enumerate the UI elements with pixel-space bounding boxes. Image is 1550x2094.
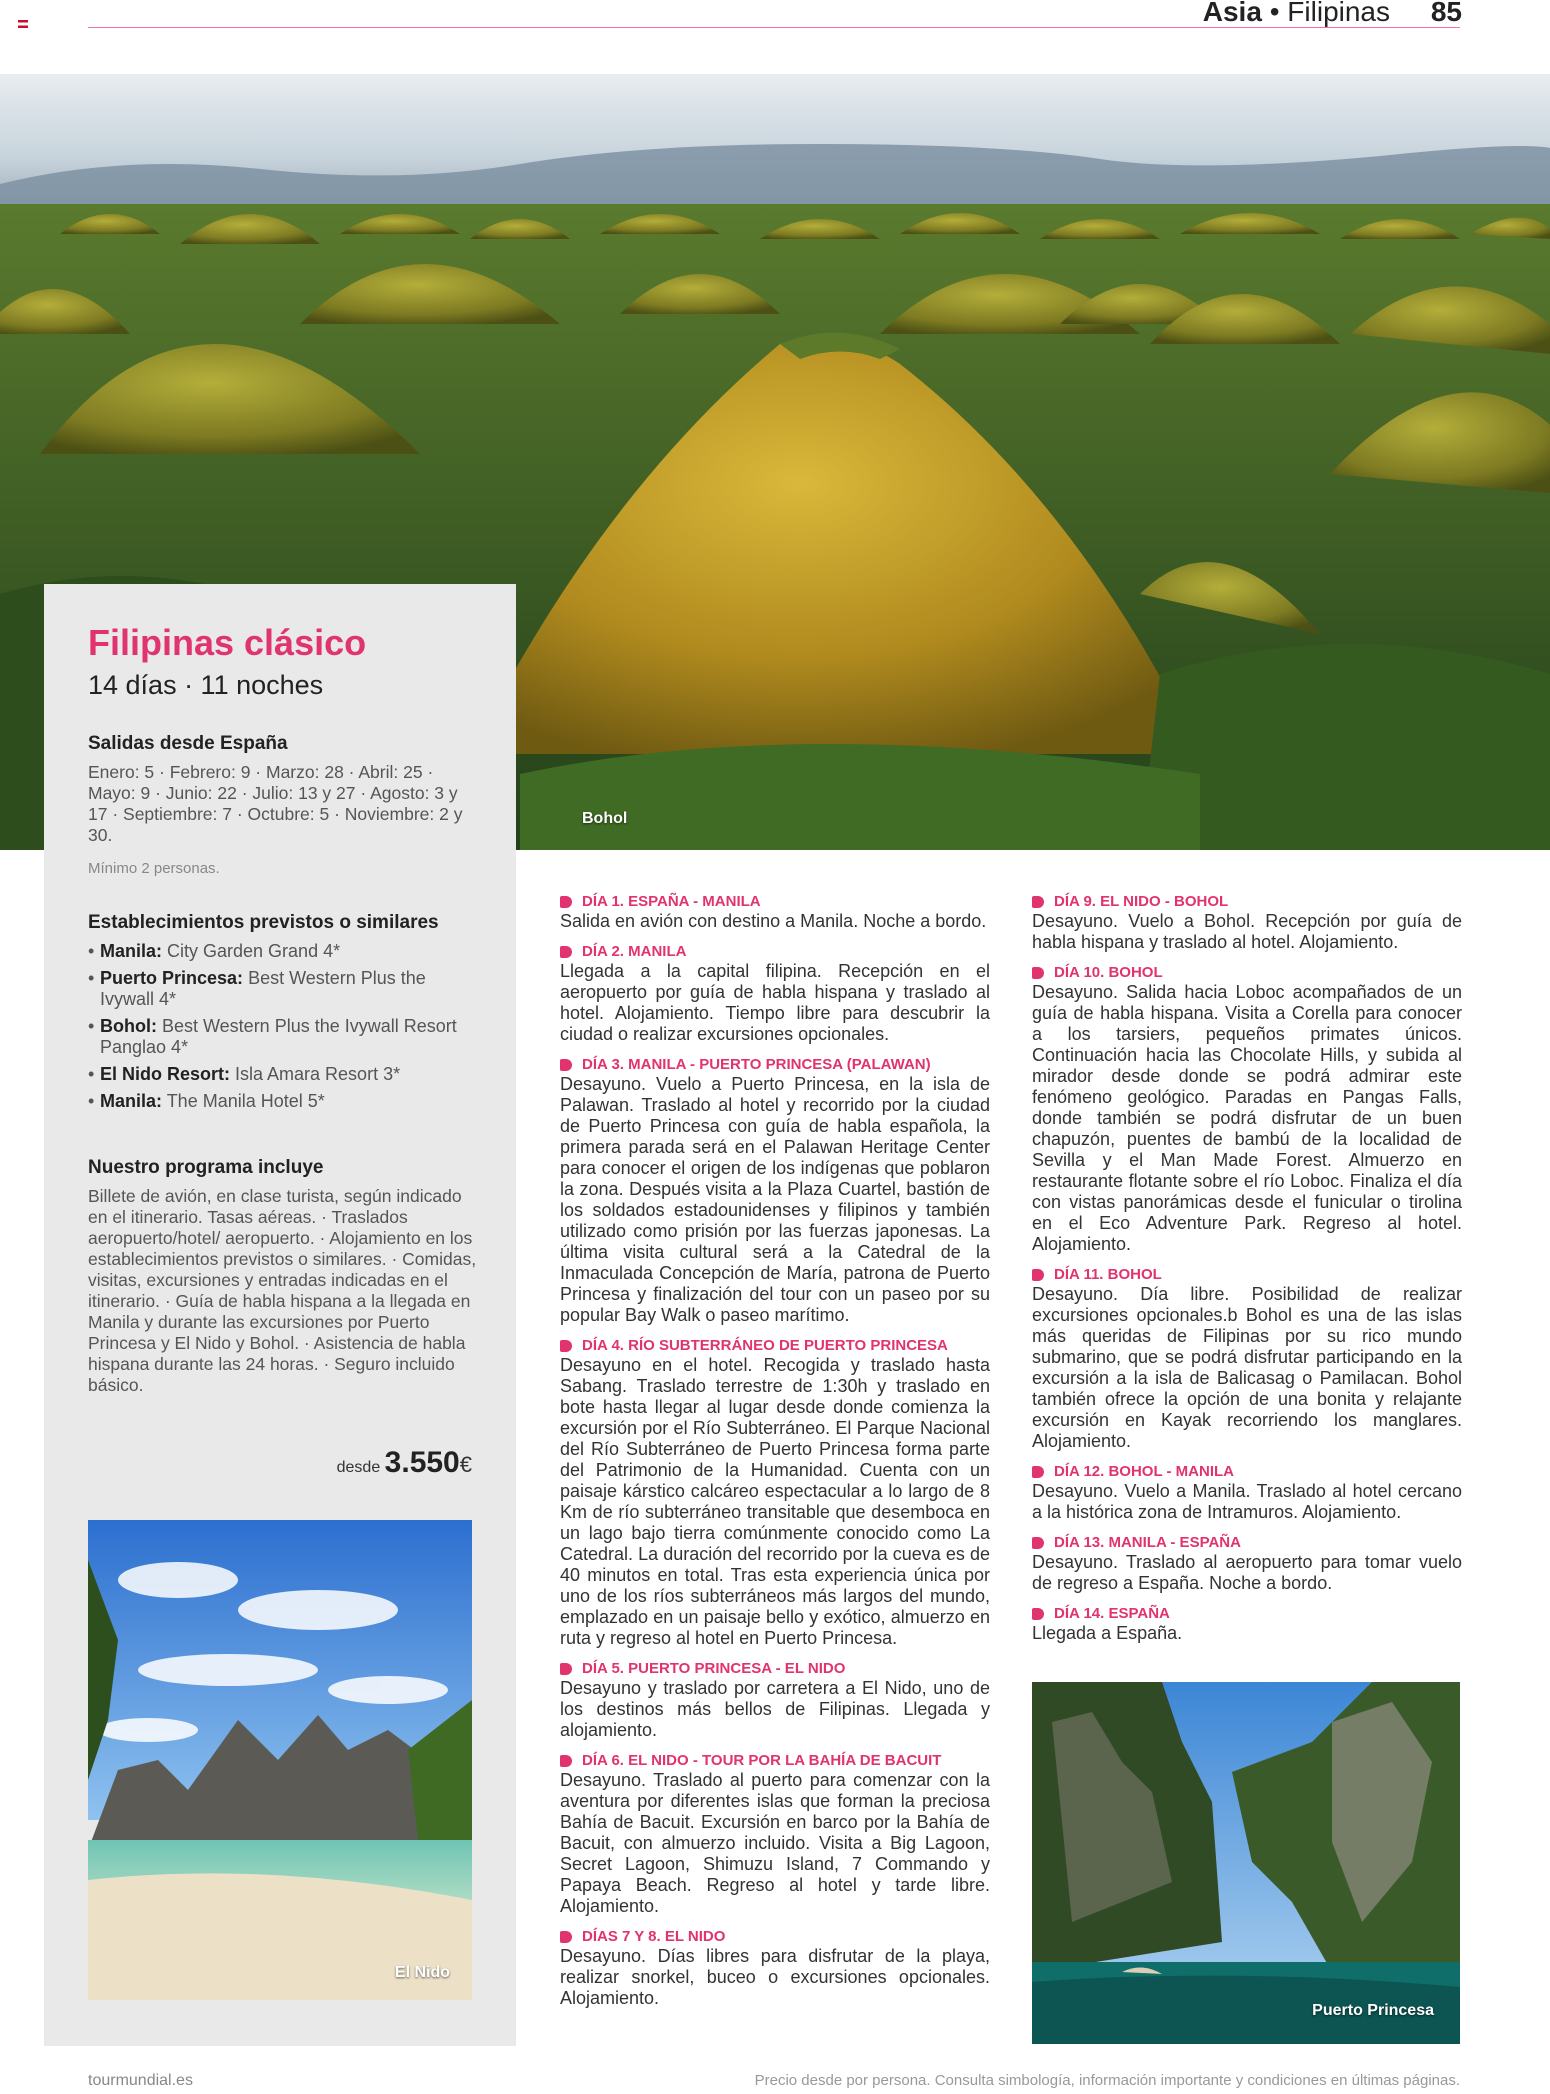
day-title: DÍA 1. ESPAÑA - MANILA bbox=[582, 893, 761, 910]
day-heading bbox=[560, 1751, 990, 1770]
itinerary-day bbox=[1032, 1533, 1462, 1594]
day-title: DÍA 6. EL NIDO - TOUR POR LA BAHÍA DE BACUIT bbox=[582, 1752, 942, 1769]
day-title: DÍA 5. PUERTO PRINCESA - EL NIDO bbox=[582, 1660, 846, 1677]
itinerary-column-2 bbox=[1032, 892, 1462, 1654]
price-value: 3.550 bbox=[384, 1446, 460, 1479]
hotel-item bbox=[88, 941, 480, 962]
departures-section bbox=[88, 733, 480, 879]
day-title: DÍA 11. BOHOL bbox=[1054, 1266, 1162, 1283]
price-prefix: desde bbox=[336, 1459, 381, 1476]
photo-caption-puerto-princesa: Puerto Princesa bbox=[1312, 2002, 1434, 2019]
day-marker-icon bbox=[560, 1755, 572, 1767]
day-heading bbox=[1032, 1462, 1462, 1481]
day-heading bbox=[1032, 963, 1462, 982]
day-text: Desayuno. Días libres para disfrutar de la playa, realizar snorkel, buceo o excursiones opcionales. Alojamiento. bbox=[560, 1946, 990, 2008]
day-title: DÍA 2. MANILA bbox=[582, 943, 687, 960]
day-heading bbox=[560, 1927, 990, 1946]
hotel-city: Manila: bbox=[100, 1091, 163, 1111]
itinerary-day bbox=[1032, 1604, 1462, 1644]
day-title: DÍAS 7 Y 8. EL NIDO bbox=[582, 1928, 726, 1945]
hotel-city: Puerto Princesa: bbox=[100, 968, 244, 988]
day-text: Desayuno y traslado por carretera a El Nido, uno de los destinos más bellos de Filipinas. Llegada y alojamiento. bbox=[560, 1678, 990, 1740]
hotel-name: Best Western Plus the Ivywall Resort Panglao 4* bbox=[100, 1016, 457, 1057]
photo-el-nido bbox=[88, 1520, 472, 2000]
day-marker-icon bbox=[1032, 1269, 1044, 1281]
hero-caption: Bohol bbox=[582, 810, 628, 827]
day-title: DÍA 14. ESPAÑA bbox=[1054, 1605, 1170, 1622]
hotel-name: City Garden Grand 4* bbox=[162, 941, 341, 961]
departures-heading: Salidas desde España bbox=[88, 733, 288, 754]
hotels-section bbox=[88, 912, 480, 1118]
itinerary-day bbox=[560, 1055, 990, 1326]
itinerary-column-1 bbox=[560, 892, 990, 2019]
header-country: Filipinas bbox=[1287, 0, 1390, 27]
day-marker-icon bbox=[1032, 896, 1044, 908]
departures-dates: Enero: 5 · Febrero: 9 · Marzo: 28 · Abril: 25 · Mayo: 9 · Junio: 22 · Julio: 13 y 27 · Agosto: 3 y 17 · Septiembre: 7 · Octubre: 5 · Noviembre: 2 y 30. bbox=[88, 762, 463, 845]
day-title: DÍA 12. BOHOL - MANILA bbox=[1054, 1463, 1235, 1480]
day-marker-icon bbox=[560, 1340, 572, 1352]
day-marker-icon bbox=[1032, 967, 1044, 979]
day-marker-icon bbox=[1032, 1608, 1044, 1620]
itinerary-day bbox=[560, 892, 990, 932]
photo-caption-el-nido: El Nido bbox=[394, 1964, 450, 1981]
day-title: DÍA 3. MANILA - PUERTO PRINCESA (PALAWAN) bbox=[582, 1056, 931, 1073]
photo-puerto-princesa bbox=[1032, 1682, 1460, 2044]
itinerary-day bbox=[1032, 892, 1462, 953]
page-number: 85 bbox=[1430, 0, 1462, 27]
spain-flag-icon bbox=[18, 20, 28, 28]
day-title: DÍA 13. MANILA - ESPAÑA bbox=[1054, 1534, 1241, 1551]
day-text: Desayuno. Vuelo a Puerto Princesa, en la isla de Palawan. Traslado al hotel y recorrido por la ciudad de Puerto Princesa con guía de habla española, la primera parada será en el Palawan Heritage Center para conocer el origen de los indígenas que poblaron la zona. Después visita a la Plaza Cuartel, bastión de los soldados estadounidenses y filipinos y también utilizado como prisión por las fuerzas japonesas. La última visita cultural será a la Catedral de la Inmaculada Concepción de María, patrona de Puerto Princesa y finalización del tour con un paseo por su popular Bay Walk o paseo marítimo. bbox=[560, 1074, 990, 1325]
departures-note: Mínimo 2 personas. bbox=[88, 860, 220, 877]
hotel-name: Best Western Plus the Ivywall 4* bbox=[100, 968, 426, 1009]
day-marker-icon bbox=[560, 1663, 572, 1675]
hotels-list bbox=[88, 941, 480, 1112]
price-block bbox=[337, 1446, 472, 1480]
day-heading bbox=[1032, 892, 1462, 911]
includes-heading: Nuestro programa incluye bbox=[88, 1157, 324, 1178]
day-text: Desayuno. Salida hacia Loboc acompañados de un guía de habla hispana. Visita a Corella para conocer a los tarsiers, pequeños primates únicos. Continuación hacia las Chocolate Hills, y subida al mirador desde donde se podrá admirar este fenómeno geológico. Paradas en Pangas Falls, donde también se podrá disfrutar de un buen chapuzón, puentes de bambú de la localidad de Sevilla y el Man Made Forest. Almuerzo en restaurante flotante sobre el río Loboc. Finaliza el día con vistas panorámicas desde el funicular o tirolina en el Eco Adventure Park. Regreso al hotel. Alojamiento. bbox=[1032, 982, 1462, 1254]
hotel-city: Manila: bbox=[100, 941, 163, 961]
header-destination bbox=[1203, 0, 1390, 28]
itinerary-day bbox=[560, 1659, 990, 1741]
day-title: DÍA 9. EL NIDO - BOHOL bbox=[1054, 893, 1229, 910]
day-text: Llegada a España. bbox=[1032, 1623, 1183, 1643]
day-text: Desayuno en el hotel. Recogida y traslado hasta Sabang. Traslado terrestre de 1:30h y traslado en bote hasta llegar al lugar desde donde comienza la excursión por el Río Subterráneo. El Parque Nacional del Río Subterráneo de Puerto Princesa forma parte del Patrimonio de la Humanidad. Cuenta con un paisaje kárstico calcáreo espectacular a lo largo de 8 Km de río subterráneo transitable que desemboca en un lago bajo tierra comúnmente conocido como La Catedral. La duración del recorrido por la cueva es de 40 minutos en total. Tras esta experiencia única por uno de los ríos subterráneos más largos del mundo, emplazado en un paisaje bello y exótico, almuerzo en ruta y regreso al hotel en Puerto Princesa. bbox=[560, 1355, 990, 1648]
day-text: Desayuno. Vuelo a Bohol. Recepción por guía de habla hispana y traslado al hotel. Alojamiento. bbox=[1032, 911, 1462, 952]
includes-section bbox=[88, 1157, 480, 1396]
itinerary-day bbox=[1032, 963, 1462, 1255]
trip-title: Filipinas clásico bbox=[88, 622, 367, 663]
day-heading bbox=[560, 1055, 990, 1074]
day-heading bbox=[1032, 1604, 1462, 1623]
hotel-item bbox=[88, 1016, 480, 1058]
day-text: Salida en avión con destino a Manila. Noche a bordo. bbox=[560, 911, 987, 931]
footer-note: Precio desde por persona. Consulta simbología, información importante y condiciones en últimas páginas. bbox=[754, 2072, 1460, 2089]
day-text: Llegada a la capital filipina. Recepción en el aeropuerto por guía de habla hispana y traslado al hotel. Alojamiento. Tiempo libre para descubrir la ciudad o realizar excursiones opcionales. bbox=[560, 961, 990, 1044]
day-title: DÍA 10. BOHOL bbox=[1054, 964, 1163, 981]
includes-text: Billete de avión, en clase turista, según indicado en el itinerario. Tasas aéreas. · Traslados aeropuerto/hotel/ aeropuerto. · Alojamiento en los establecimientos previstos o similares. · Comidas, visitas, excursiones y entradas indicadas en el itinerario. · Guía de habla hispana a la llegada en Manila y durante las excursiones por Puerto Princesa y El Nido y Bohol. · Asistencia de habla hispana durante las 24 horas. · Seguro incluido básico. bbox=[88, 1186, 477, 1395]
day-text: Desayuno. Vuelo a Manila. Traslado al hotel cercano a la histórica zona de Intramuros. Alojamiento. bbox=[1032, 1481, 1462, 1522]
hotel-item bbox=[88, 968, 480, 1010]
header-region: Asia bbox=[1202, 0, 1262, 27]
hotel-item bbox=[88, 1064, 480, 1085]
itinerary-day bbox=[560, 1927, 990, 2009]
day-text: Desayuno. Traslado al aeropuerto para tomar vuelo de regreso a España. Noche a bordo. bbox=[1032, 1552, 1462, 1593]
day-heading bbox=[560, 892, 990, 911]
itinerary-day bbox=[560, 1336, 990, 1649]
day-marker-icon bbox=[1032, 1537, 1044, 1549]
trip-duration: 14 días · 11 noches bbox=[88, 670, 324, 700]
hotel-item bbox=[88, 1091, 480, 1112]
day-marker-icon bbox=[560, 896, 572, 908]
day-marker-icon bbox=[1032, 1466, 1044, 1478]
day-text: Desayuno. Traslado al puerto para comenzar con la aventura por diferentes islas que forman la preciosa Bahía de Bacuit. Excursión en barco por la Bahía de Bacuit, con almuerzo incluido. Visita a Big Lagoon, Secret Lagoon, Shimuzu Island, 7 Commando y Papaya Beach. Regreso al hotel y tarde libre. Alojamiento. bbox=[560, 1770, 990, 1916]
day-heading bbox=[560, 942, 990, 961]
hotel-city: El Nido Resort: bbox=[100, 1064, 231, 1084]
day-marker-icon bbox=[560, 1931, 572, 1943]
itinerary-day bbox=[1032, 1265, 1462, 1452]
footer-site[interactable]: tourmundial.es bbox=[88, 2072, 193, 2089]
day-title: DÍA 4. RÍO SUBTERRÁNEO DE PUERTO PRINCESA bbox=[582, 1337, 948, 1354]
hotel-name: The Manila Hotel 5* bbox=[162, 1091, 325, 1111]
itinerary-day bbox=[560, 942, 990, 1045]
day-heading bbox=[1032, 1265, 1462, 1284]
hotel-city: Bohol: bbox=[100, 1016, 157, 1036]
day-text: Desayuno. Día libre. Posibilidad de realizar excursiones opcionales.b Bohol es una de las islas más queridas de Filipinas por su rico mundo submarino, que se podrá disfrutar participando en la excursión a la isla de Balicasag o Pamilacan. Bohol también ofrece la opción de una bonita y relajante excursión en Kayak recorriendo los manglares. Alojamiento. bbox=[1032, 1284, 1462, 1451]
itinerary-day bbox=[1032, 1462, 1462, 1523]
price-currency: € bbox=[459, 1452, 472, 1477]
day-heading bbox=[560, 1336, 990, 1355]
day-heading bbox=[560, 1659, 990, 1678]
day-marker-icon bbox=[560, 1059, 572, 1071]
itinerary-day bbox=[560, 1751, 990, 1917]
day-marker-icon bbox=[560, 946, 572, 958]
hotel-name: Isla Amara Resort 3* bbox=[230, 1064, 401, 1084]
header-separator: • bbox=[1261, 0, 1288, 27]
day-heading bbox=[1032, 1533, 1462, 1552]
hotels-heading: Establecimientos previstos o similares bbox=[88, 912, 439, 933]
